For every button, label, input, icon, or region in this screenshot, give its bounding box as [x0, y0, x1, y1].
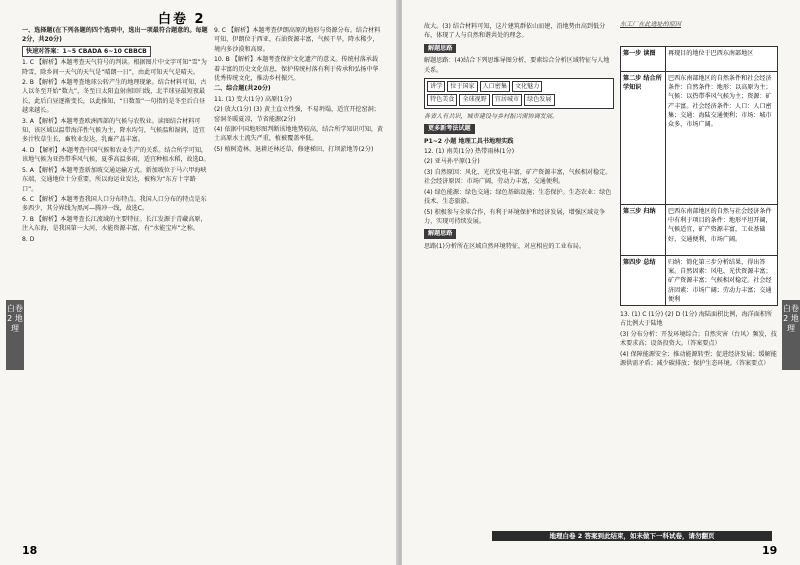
- mind-map: [424, 78, 614, 109]
- mind-map-row: [427, 94, 611, 105]
- mind-map-node: 宜居城市: [492, 94, 522, 105]
- mind-map-node: 绿色发展: [524, 94, 554, 105]
- tips-title: 解题思路: [424, 44, 456, 53]
- frame-text: 再现目的地位于巴西东南部地区: [668, 50, 754, 57]
- answer-item: 8. D: [22, 235, 35, 243]
- mind-map-node: 人口密集: [480, 81, 510, 92]
- answer-item: 9. C 【解析】本题考查伊朗高原的地形与资源分布。结合材料可知，伊朗位于西亚，石油资源丰富，气候干旱，降水稀少，境内多沙漠和高原。: [214, 27, 381, 53]
- answer-item: 5. A 【解析】本题考查新加坡交通运输方式。新加坡位于马六甲海峡东端，交通地位十分重要，所以海运业发达，被称为“东方十字路口”。: [22, 166, 207, 193]
- left-column-1: [22, 26, 210, 245]
- answer-item: 2. B 【解析】本题考查地球公转产生的地理现象。结合材料可知，古人以冬至开始“数九”，冬至日太阳直射南回归线，北半球昼最短夜最长，此后白昼逐渐变长，以此推知，“日数盈”一句指的是冬至后白昼越来越长。: [22, 79, 207, 115]
- frame-row: [621, 47, 777, 72]
- page-number: 19: [762, 544, 778, 557]
- more-subtitle: P1~2 小题 地理工具书地理实践: [424, 137, 514, 145]
- left-column-2: [214, 26, 384, 155]
- page-number: 18: [22, 544, 38, 557]
- right-page: [402, 0, 800, 565]
- frame-row: [621, 256, 777, 306]
- section-heading: 一、选择题(在下列各题的四个选项中，选出一项最符合题意的。每题2分，共20分): [22, 27, 208, 44]
- side-tab: 白卷2 地理: [782, 300, 800, 370]
- tips2-title: 解题思路: [424, 229, 456, 238]
- page-title: 白卷 2: [158, 12, 206, 27]
- frame-text: 巴西东南部地区的自然与社会经济条件中有利于项目的条件：地形平坦开阔，气候适宜，矿产资源丰富，工业基础好，交通便利，市场广阔。: [668, 208, 772, 243]
- answer-item: 7. B 【解析】本题考查长江流域的主要特征。长江发源于青藏高原，注入东海，是我国第一大河，水能资源丰富，有“水能宝库”之称。: [22, 215, 207, 233]
- mind-map-node: 位于国家: [447, 81, 477, 92]
- handwritten-note: 各省人有共识，城市建设与乡村振兴需协调发展。: [424, 112, 559, 120]
- answer-item: 12. (1) 南美(1分) 热带雨林(1分): [424, 148, 515, 156]
- mind-map-node: 讲学: [427, 81, 445, 92]
- right-column-2: [620, 20, 778, 30]
- frame-row: [621, 205, 777, 256]
- end-banner: 地理白卷 2 答案到此结束，如未做下一科试卷，请勿翻页: [492, 531, 772, 541]
- answer-item: 3. A 【解析】本题考查欧洲西部的气候与农牧业。读图结合材料可知，该区域以温带海洋性气候为主，降水均匀，气候温和湿润，适宜多汁牧草生长，畜牧业发达，乳畜产品丰富。: [22, 117, 205, 144]
- mind-map-row: [427, 81, 611, 92]
- answer-item: 11. (1) 变大(1分) 高原(1分): [214, 95, 292, 103]
- mind-map-node: 文化魅力: [512, 81, 542, 92]
- answer-item: 6. C 【解析】本题考查我国人口分布特点。我国人口分布的特点是东多西少，其分界线为黑河—腾冲一线，故选C。: [22, 195, 207, 213]
- answer-item: (2) 放大(1分) (3) 黄土直立性强，不易坍塌，适宜开挖窑洞；窑洞冬暖夏凉，节省能源(2分): [214, 106, 380, 123]
- answer-item: (4) 依据中国地形图判断该地地势较高，结合所学知识可知，黄土高原水土流失严重，植被覆盖率低。: [214, 126, 384, 143]
- answer-item: (2) 亚马孙平原(1分): [424, 158, 480, 166]
- answer-item: 13. (1) C (1分) (2) D (1分) 海陆面积比例，海洋面积所占比例大于陆地: [620, 311, 773, 328]
- tips2-text: 思路(1)分析所在区域自然环境特征，对应相应的工业布局。: [424, 242, 585, 250]
- right-column-2-lower: [620, 310, 778, 369]
- mind-map-node: 特色美食: [427, 94, 457, 105]
- answer-item: (3) 分布分析：开发环境综合；自然灾害（台风）频发，技术要求高；设备投资大。（答案要点）: [620, 330, 777, 348]
- more-title: 更多新考法试题: [424, 124, 475, 133]
- right-column-1: [424, 22, 614, 252]
- answer-item: (5) 积极参与全球合作，有利于环境保护和经济发展，增强区域竞争力，实现可持续发展。: [424, 208, 606, 225]
- frame-label: 第一步 读图: [621, 47, 666, 71]
- frame-label: 第三步 归纳: [621, 205, 666, 255]
- quick-answer-box: 快速对答案：1~5 CBADA 6~10 CBBCB: [22, 46, 151, 57]
- answer-item: 10. B 【解析】本题考查保护文化遗产的意义。传统村落承载着丰富的历史文化信息，保护传统村落有利于传承和弘扬中华优秀传统文化，推动乡村振兴。: [214, 56, 379, 83]
- answer-item: (4) 绿色能源：绿色交通；绿色基础设施；生态保护。生态农业：绿色技术、生态旅游。: [424, 188, 612, 206]
- tips-text: 解题思路：(4)结合下列思维导图分析，要素综合分析区域特征与人地关系。: [424, 57, 610, 74]
- frame-text: 巴西东南部地区的自然条件和社会经济条件：自然条件：地形：以高原为主；气候：以热带季风气候为主；资源：矿产丰富。社会经济条件：人口：人口密集；交通：海陆交通便利；市场：城市众多，市场广阔。: [668, 75, 772, 129]
- answer-item: 1. C 【解析】本题考查天气符号的判读。根据图片中文字可知“雪”为降雪，除乡间一天气的天气是“晴朗一日”，由此可知天气是晴天。: [22, 59, 207, 76]
- frame-text: 归纳：简化第三步分析结果，得出答案。自然因素：风电、光伏资源丰富；矿产资源丰富；气候相对稳定。社会经济因素：市场广阔；劳动力丰富；交通便利: [668, 259, 772, 303]
- frame-row: [621, 72, 777, 205]
- answer-item: (3) 自然原因：风化、光伏发电丰富，矿产资源丰富，气候相对稳定。社会经济原因：市场广阔，劳动力丰富，交通便利。: [424, 168, 612, 186]
- answer-item: 故大。(3) 结合材料可知，这片建筑群依山而建，沿地势由高到低分布，体现了人与自然和谐共处的理念。: [424, 23, 606, 40]
- section-heading: 二、综合题(共20分): [214, 85, 271, 93]
- mind-map-node: 全球视野: [459, 94, 489, 105]
- frame-label: 第二步 结合所学知识: [621, 72, 666, 204]
- left-page: [0, 0, 398, 565]
- answer-item: (4) 保障能源安全；推动能源转型；促进经济发展；缓解能源供需矛盾；减少碳排放；保护生态环境。（答案要点）: [620, 350, 777, 368]
- analysis-frame: [620, 46, 778, 306]
- handwritten-note: 东工厂在此选址的原因: [620, 21, 681, 28]
- answer-item: 4. D 【解析】本题考查中国气候和农业生产的关系。结合所学可知，该地气候为亚热带季风气候，夏季高温多雨，适宜种植水稻，故选D。: [22, 146, 210, 164]
- side-tab: 白卷2 地理: [6, 300, 24, 370]
- frame-label: 第四步 总结: [621, 256, 666, 306]
- answer-item: (5) 植树造林，退耕还林还草，修建梯田，打坝淤地等(2分): [214, 145, 374, 153]
